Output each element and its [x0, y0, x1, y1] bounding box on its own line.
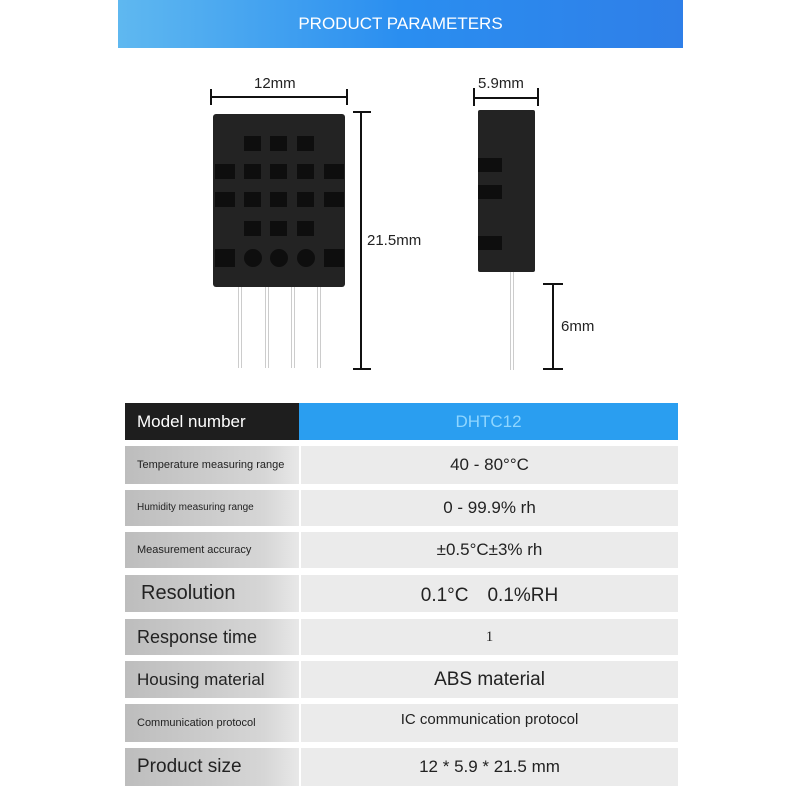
row-value: ABS material	[301, 661, 678, 698]
table-row	[125, 490, 678, 526]
row-label: Measurement accuracy	[125, 532, 299, 568]
table-row	[125, 619, 678, 655]
row-label: Humidity measuring range	[125, 490, 299, 526]
row-label: Communication protocol	[125, 704, 299, 742]
table-row	[125, 403, 678, 440]
table-row	[125, 446, 678, 484]
row-value: 12 * 5.9 * 21.5 mm	[301, 748, 678, 786]
width-label: 12mm	[254, 75, 296, 92]
depth-label: 5.9mm	[478, 75, 524, 92]
row-label: Housing material	[125, 661, 299, 698]
row-label: Response time	[125, 619, 299, 655]
sensor-pins	[240, 287, 319, 368]
table-row	[125, 532, 678, 568]
pin-length-label: 6mm	[561, 318, 595, 335]
page-title: PRODUCT PARAMETERS	[298, 14, 503, 33]
row-label: Product size	[125, 748, 299, 786]
table-row	[125, 704, 678, 742]
row-value: IC communication protocol	[301, 704, 678, 742]
row-label: Resolution	[125, 575, 299, 612]
row-label: Model number	[125, 403, 299, 440]
height-label: 21.5mm	[367, 232, 422, 249]
row-value: 1	[301, 619, 678, 655]
row-value: DHTC12	[299, 403, 678, 440]
row-value: 0.1°C 0.1%RH	[301, 575, 678, 612]
row-label: Temperature measuring range	[125, 446, 299, 484]
table-row	[125, 575, 678, 612]
table-row	[125, 661, 678, 698]
row-value: 0 - 99.9% rh	[301, 490, 678, 526]
row-value: 40 - 80°°C	[301, 446, 678, 484]
row-value: ±0.5°C±3% rh	[301, 532, 678, 568]
table-row	[125, 748, 678, 786]
